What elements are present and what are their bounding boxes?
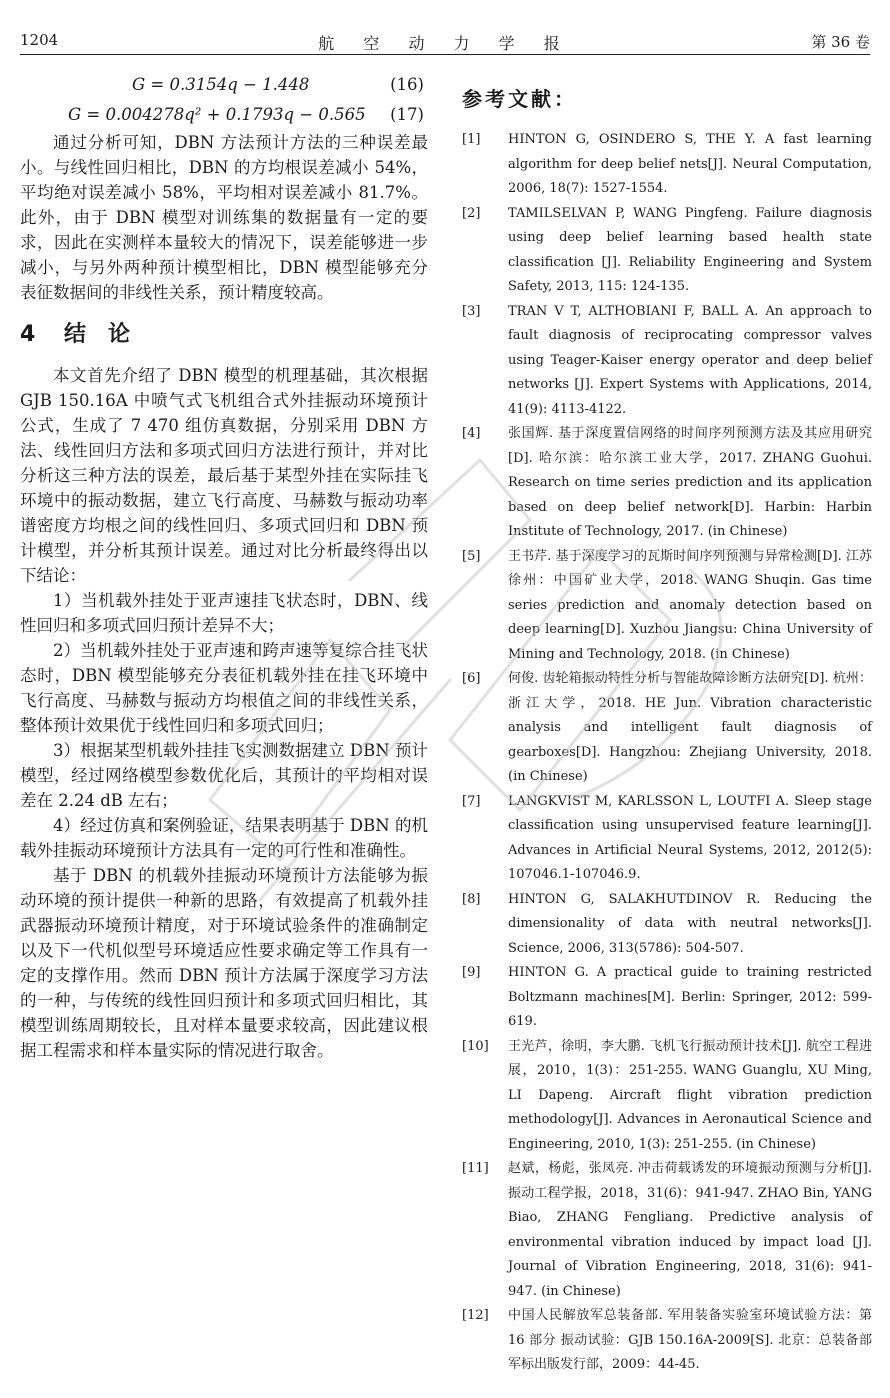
reference-number: [12]: [462, 1308, 489, 1323]
reference-item: [462, 1304, 872, 1378]
reference-item: [462, 128, 872, 202]
left-column: [20, 70, 428, 1063]
reference-text: HINTON G, SALAKHUTDINOV R. Reducing the dimensionality of data with neutral networks[J]. Science, 2006, 313(5786): 504-507.: [508, 891, 872, 956]
reference-number: [5]: [462, 548, 481, 564]
reference-number: [9]: [462, 965, 481, 980]
reference-number: [6]: [462, 671, 481, 686]
reference-item: [462, 422, 872, 545]
reference-item: [462, 300, 872, 423]
reference-item: [462, 202, 872, 300]
volume-label: 第 36 卷: [811, 33, 870, 51]
reference-number: [3]: [462, 303, 481, 319]
reference-number: [2]: [462, 205, 481, 221]
reference-item: [462, 888, 872, 962]
equation-16: [20, 70, 428, 100]
analysis-paragraph: 通过分析可知，DBN 方法预计方法的三种误差最小。与线性回归相比，DBN 的方均根误差减小 54%，平均绝对误差减小 58%，平均相对误差减小 81.7%。此外，由于 DBN 模型对训练集的数据量有一定的要求，因此在实测样本量较大的情况下，误差能够进一步减小，与另外两种预计模型相比，DBN 模型能够充分表征数据间的非线性关系，预计精度较高。: [20, 133, 428, 302]
reference-text: 中国人民解放军总装备部. 军用装备实验室环境试验方法：第 16 部分 振动试验：GJB 150.16A-2009[S]. 北京：总装备部军标出版发行部，2009：44-45.: [508, 1308, 872, 1372]
section-title: 结论: [64, 322, 153, 347]
reference-number: [11]: [462, 1161, 489, 1176]
journal-title: 航 空 动 力 学 报: [318, 34, 572, 53]
final-paragraph: 基于 DBN 的机载外挂振动环境预计方法能够为振动环境的预计提供一种新的思路，有效提高了机载外挂武器振动环境预计精度，对于环境试验条件的准确制定以及下一代机似型号环境适应性要求确定等工作具有一定的支撑作用。然而 DBN 预计方法属于深度学习方法的一种，与传统的线性回归预计和多项式回归相比，其模型训练周期较长，且对样本量要求较高，因此建议根据工程需求和样本量实际的情况进行取舍。: [20, 866, 428, 1060]
reference-text: TAMILSELVAN P, WANG Pingfeng. Failure diagnosis using deep belief learning based health state classification [J]. Reliability Engineering and System Safety, 2013, 115: 124-135.: [508, 205, 872, 294]
reference-item: [462, 1157, 872, 1304]
page-number: 1204: [20, 31, 59, 49]
reference-number: [4]: [462, 426, 481, 441]
reference-number: [7]: [462, 793, 481, 809]
reference-text: TRAN V T, ALTHOBIANI F, BALL A. An approach to fault diagnosis of reciprocating compressor valves using Teager-Kaiser energy operator and deep belief networks [J]. Expert Systems with Applications, 2014, 41(9): 4113-4122.: [508, 303, 872, 417]
reference-text: 何俊. 齿轮箱振动特性分析与智能故障诊断方法研究[D]. 杭州：浙江大学，2018. HE Jun. Vibration characteristic analysis and intelligent fault diagnosis of gearboxes[D]. Hangzhou: Zhejiang University, 2018. (in Chinese): [508, 671, 872, 784]
reference-text: 赵斌，杨彪，张凤亮. 冲击荷载诱发的环境振动预测与分析[J]. 振动工程学报，2018，31(6)：941-947. ZHAO Bin, YANG Biao, ZHANG Fengliang. Predictive analysis of environmental vibration induced by impact load [J]. Journal of Vibration Engineering, 2018, 31(6): 941-947. (in Chinese): [508, 1161, 872, 1299]
references-title: 参考文献：: [462, 87, 577, 111]
reference-text: 王书芹. 基于深度学习的瓦斯时间序列预测与异常检测[D]. 江苏 徐州：中国矿业大学，2018. WANG Shuqin. Gas time series prediction and anomaly detection based on deep learning[D]. Xuzhou Jiangsu: China University of Mining and Technology, 2018. (in Chinese): [508, 548, 872, 662]
reference-number: [10]: [462, 1038, 489, 1054]
reference-text: LANGKVIST M, KARLSSON L, LOUTFI A. Sleep stage classification using unsupervised feature learning[J]. Advances in Artificial Neural Systems, 2012, 2012(5): 107046.1-107046.9.: [508, 793, 872, 882]
reference-item: [462, 667, 872, 790]
reference-number: [1]: [462, 132, 481, 147]
reference-item: [462, 961, 872, 1035]
conclusion-item-4: 4）经过仿真和案例验证，结果表明基于 DBN 的机载外挂振动环境预计方法具有一定的可行性和准确性。: [20, 816, 428, 860]
reference-text: HINTON G. A practical guide to training restricted Boltzmann machines[M]. Berlin: Springer, 2012: 599-619.: [508, 965, 872, 1029]
conclusion-item-2: 2）当机载外挂处于亚声速和跨声速等复综合挂飞状态时，DBN 模型能够充分表征机载外挂在挂飞环境中飞行高度、马赫数与振动方均根值之间的非线性关系，整体预计效果优于线性回归和多项式回归；: [20, 641, 428, 735]
conclusion-item-3: 3）根据某型机载外挂挂飞实测数据建立 DBN 预计模型，经过网络模型参数优化后，其预计的平均相对误差在 2.24 dB 左右；: [20, 741, 428, 810]
reference-text: 张国辉. 基于深度置信网络的时间序列预测方法及其应用研究[D]. 哈尔滨：哈尔滨工业大学，2017. ZHANG Guohui. Research on time series prediction and its application based on deep belief network[D]. Harbin: Harbin Institute of Technology, 2017. (in Chinese): [508, 426, 872, 539]
references-column: [462, 84, 872, 1378]
equation-16-number: (16): [390, 75, 424, 94]
equation-17-body: G = 0.004278q² + 0.1793q − 0.565: [68, 105, 366, 124]
equation-17: [20, 100, 428, 130]
reference-number: [8]: [462, 891, 481, 907]
reference-item: [462, 790, 872, 888]
equation-17-number: (17): [390, 105, 424, 124]
running-header: [20, 28, 870, 55]
reference-text: HINTON G, OSINDERO S, THE Y. A fast learning algorithm for deep belief nets[J]. Neural Computation, 2006, 18(7): 1527-1554.: [508, 132, 872, 196]
equation-16-body: G = 0.3154q − 1.448: [132, 75, 310, 94]
section-number: 4: [20, 322, 36, 347]
section-heading: [20, 319, 428, 351]
conclusion-intro-paragraph: 本文首先介绍了 DBN 模型的机理基础，其次根据 GJB 150.16A 中喷气式飞机组合式外挂振动环境预计公式，生成了 7 470 组仿真数据，分别采用 DBN 方法、线性回归方法和多项式回归方法进行预计，并对比分析这三种方法的误差，最后基于某型外挂在实际挂飞环境中的振动数据，建立飞行高度、马赫数与振动功率谱密度方均根之间的线性回归、多项式回归和 DBN 预计模型，并分析其预计误差。通过对比分析最终得出以下结论：: [20, 366, 428, 585]
reference-text: 王光芦，徐明，李大鹏. 飞机飞行振动预计技术[J]. 航空工程进展，2010，1(3)：251-255. WANG Guanglu, XU Ming, LI Dapeng. Aircraft flight vibration prediction methodology[J]. Advances in Aeronautical Science and Engineering, 2010, 1(3): 251-255. (in Chinese): [508, 1038, 872, 1152]
reference-item: [462, 545, 872, 668]
reference-item: [462, 1035, 872, 1158]
conclusion-item-1: 1）当机载外挂处于亚声速挂飞状态时，DBN、线性回归和多项式回归预计差异不大；: [20, 591, 428, 635]
